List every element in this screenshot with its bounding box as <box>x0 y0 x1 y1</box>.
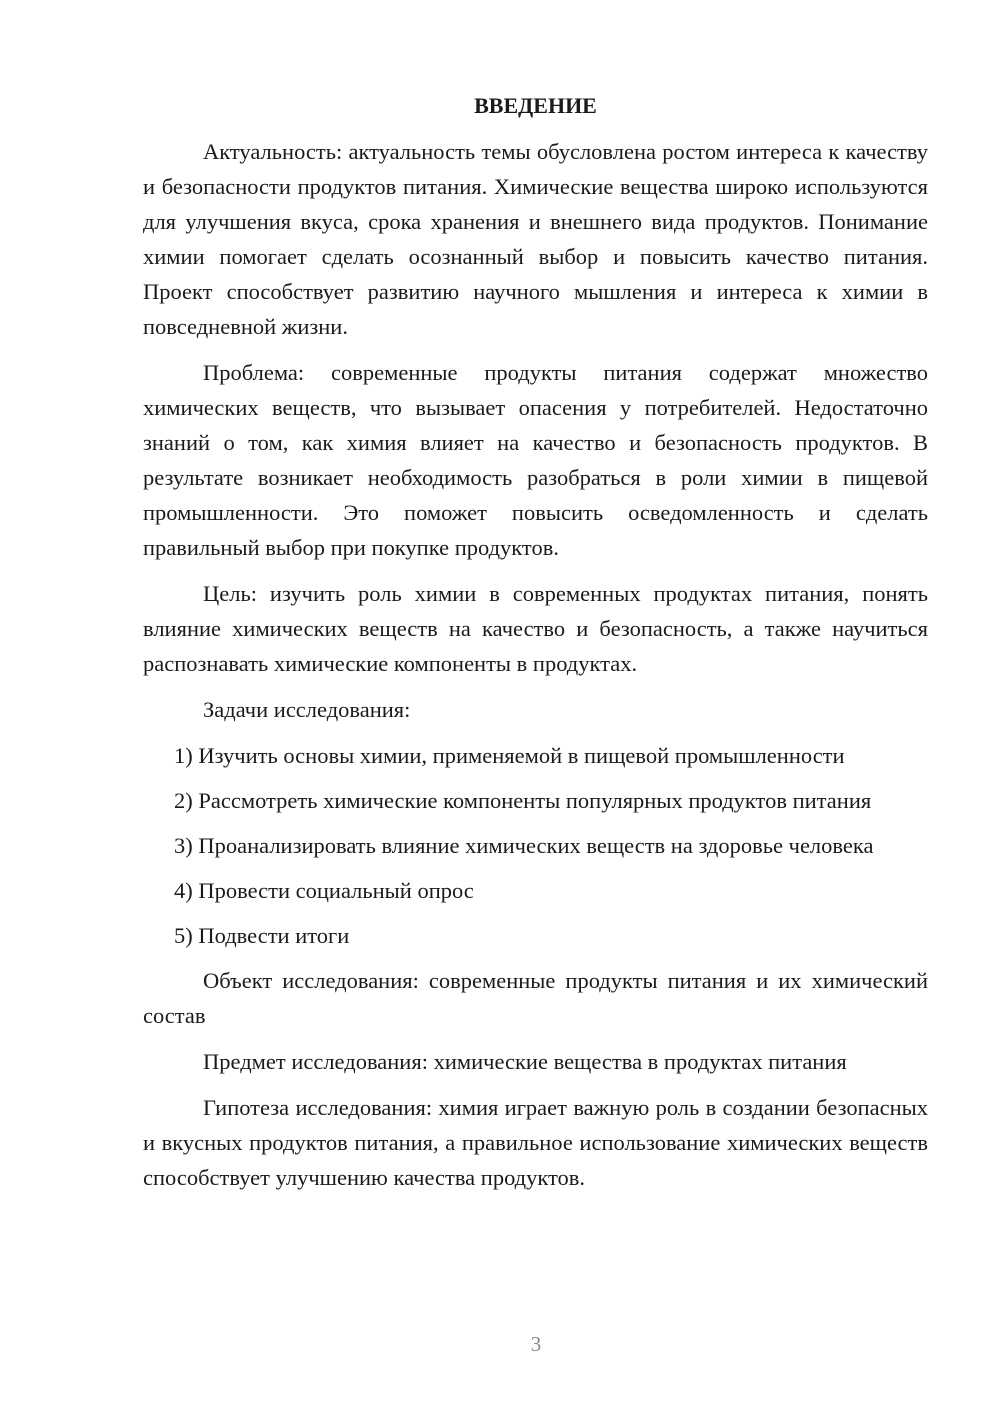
task-item: 4) Провести социальный опрос <box>174 878 474 903</box>
hypothesis-paragraph: Гипотеза исследования: химия играет важную роль в создании безопасных и вкусных продуктов питания, а правильное использование химических веществ способствует улучшению качества продуктов. <box>143 1095 928 1190</box>
task-item: 3) Проанализировать влияние химических веществ на здоровье человека <box>174 833 874 858</box>
task-item: 1) Изучить основы химии, применяемой в пищевой промышленности <box>174 743 845 768</box>
subject-paragraph: Предмет исследования: химические вещества в продуктах питания <box>203 1049 847 1074</box>
section-title: ВВЕДЕНИЕ <box>474 93 597 118</box>
task-item: 2) Рассмотреть химические компоненты популярных продуктов питания <box>174 788 872 813</box>
relevance-paragraph: Актуальность: актуальность темы обусловлена ростом интереса к качеству и безопасности продуктов питания. Химические вещества широко используются для улучшения вкуса, срока хранения и внешнего вида продуктов. Понимание химии помогает сделать осознанный выбор и повысить качество питания. Проект способствует развитию научного мышления и интереса к химии в повседневной жизни. <box>143 139 928 339</box>
object-paragraph: Объект исследования: современные продукты питания и их химический состав <box>143 968 928 1028</box>
page-number: 3 <box>530 1332 542 1356</box>
tasks-heading: Задачи исследования: <box>203 697 411 722</box>
task-item: 5) Подвести итоги <box>174 923 350 948</box>
goal-paragraph: Цель: изучить роль химии в современных продуктах питания, понять влияние химических веществ на качество и безопасность, а также научиться распознавать химические компоненты в продуктах. <box>143 581 928 676</box>
problem-paragraph: Проблема: современные продукты питания содержат множество химических веществ, что вызывает опасения у потребителей. Недостаточно знаний о том, как химия влияет на качество и безопасность продуктов. В результате возникает необходимость разобраться в роли химии в пищевой промышленности. Это поможет повысить осведомленность и сделать правильный выбор при покупке продуктов. <box>143 360 928 560</box>
document-page <box>143 88 928 1206</box>
